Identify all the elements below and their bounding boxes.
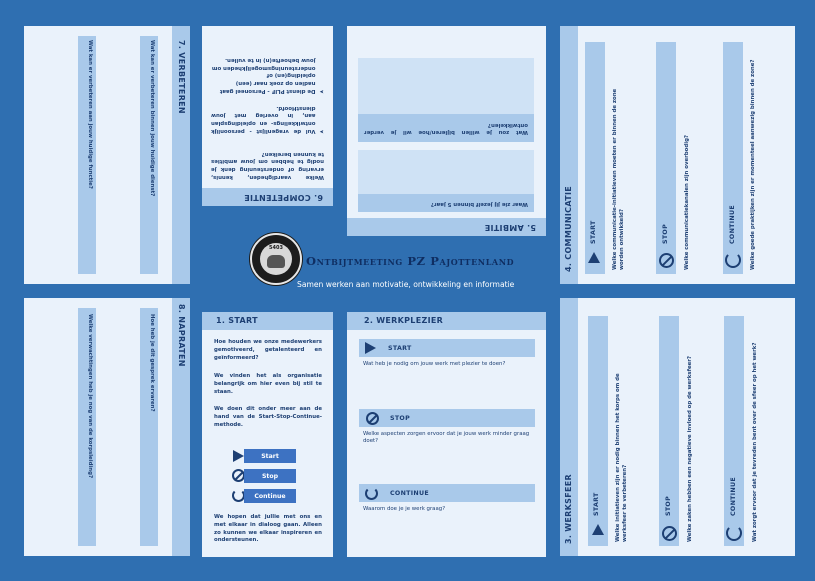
play-icon <box>365 342 376 354</box>
card-title: 8. NAPRATEN <box>177 304 186 367</box>
card-bullet <box>211 55 324 94</box>
card-werksfeer <box>560 298 795 556</box>
continue-section <box>359 484 535 550</box>
card-title: 6. COMPETENTIE <box>243 193 323 202</box>
question-text: Waarom doe je je werk graag? <box>363 506 446 512</box>
bullet-icon: ➤ <box>319 128 324 134</box>
card-title: 1. START <box>216 316 258 325</box>
question-text: Wat heb je nodig om jouw werk met plezier te doen? <box>363 361 506 367</box>
stop-header <box>359 409 535 427</box>
start-section <box>359 339 535 403</box>
question-band <box>358 114 534 142</box>
card-paragraph: We doen dit onder meer aan de hand van de Start-Stop-Continue-methode. <box>214 406 322 428</box>
stop-label: STOP <box>665 496 672 516</box>
continue-label: CONTINUE <box>390 489 429 497</box>
question-text: Welke communicatiekanalen zijn overbodig? <box>684 134 690 270</box>
stop-icon <box>662 526 677 541</box>
continue-button[interactable]: Continue <box>244 489 296 503</box>
question-text: Hoe heb je dit gesprek ervaren? <box>149 314 155 412</box>
card-title: 4. COMMUNICATIE <box>564 186 573 272</box>
card-verbeteren <box>24 26 190 284</box>
card-ambitie-content <box>347 26 546 236</box>
continue-label: CONTINUE <box>730 477 737 516</box>
question-text: Welke aspecten zorgen ervoor dat je jouw werk minder graag doet? <box>363 431 530 445</box>
continue-icon <box>726 525 742 541</box>
start-label: START <box>593 492 600 516</box>
play-icon <box>588 252 600 263</box>
page-title: Ontbijtmeeting PZ Pajottenland <box>306 254 515 268</box>
card-title: 7. VERBETEREN <box>177 40 186 114</box>
card-werkplezier <box>347 312 546 557</box>
card-title: 2. WERKPLEZIER <box>364 316 444 325</box>
card-title: 5. AMBITIE <box>484 223 536 232</box>
card-paragraph: Welke vaardigheden, kennis, ervaring of ondersteuning denk je nodig te hebben om jouw ambities te kunnen bereiken? <box>211 150 324 180</box>
question-text: Wat kan er verbeteren aan jouw huidige functie? <box>87 40 93 189</box>
stop-icon <box>659 253 674 268</box>
continue-icon <box>725 252 741 268</box>
card-paragraph: We vinden het als organisatie belangrijk om hier even bij stil te staan. <box>214 373 322 395</box>
card-paragraph: We hopen dat jullie met ons en met elkaar in dialoog gaan. Alleen zo kunnen we elkaar inspireren en ondersteunen. <box>214 514 322 544</box>
start-button[interactable]: Start <box>244 449 296 463</box>
continue-header <box>359 484 535 502</box>
card-communicatie <box>560 26 795 284</box>
card-competentie-content <box>202 26 333 206</box>
stop-label: STOP <box>662 224 669 244</box>
card-ambitie <box>347 26 546 236</box>
stop-section <box>359 409 535 479</box>
card-title: 3. WERKSFEER <box>564 474 573 544</box>
logo-code: 5403 <box>269 245 283 251</box>
continue-label: CONTINUE <box>729 205 736 244</box>
start-label: START <box>590 220 597 244</box>
question-text: Welke goede praktijken zijn er momenteel aanwezig binnen de zone? <box>750 59 756 270</box>
start-label: START <box>388 344 412 352</box>
stop-button[interactable]: Stop <box>244 469 296 483</box>
card-paragraph: Hoe houden we onze medewerkers gemotiveerd, getalenteerd en geïnformeerd? <box>214 339 322 361</box>
card-bullet <box>211 103 324 134</box>
question-text: Welke zaken hebben een negatieve invloed op de werksfeer? <box>687 355 693 542</box>
continue-icon <box>365 487 378 500</box>
question-text: Welke initiatieven zijn er nodig binnen het korps om de werksfeer te verbeteren? <box>615 373 629 542</box>
stop-label: STOP <box>390 414 410 422</box>
question-text: Waar zie jij jezelf binnen 5 jaar? <box>430 200 528 207</box>
page-subtitle: Samen werken aan motivatie, ontwikkeling en informatie <box>297 280 515 289</box>
stop-icon <box>366 412 379 425</box>
bullet-text: Vul de vragenlijst - persoonlijk ontwikkelings- en opleidingsplan aan, in overleg met jouw dienstHoofd. <box>211 104 316 134</box>
question-text: Wat zorgt ervoor dat je tevreden bent over de sfeer op het werk? <box>752 342 758 542</box>
card-napraten <box>24 298 190 556</box>
logo-figure <box>267 255 285 268</box>
question-band <box>358 194 534 212</box>
bullet-icon: ➤ <box>319 88 324 94</box>
bullet-text: De dienst PLIF - Personeel gaat nadien op zoek naar (een) opleiding(en) of ondersteuningsmogelijkheden om jouw behoefte(n) in te vullen. <box>211 56 316 94</box>
question-text: Wat zou je willen bijleren/hoe wil je verder ontwikkelen? <box>364 122 528 136</box>
card-start <box>202 312 333 557</box>
start-header <box>359 339 535 357</box>
play-icon <box>233 450 244 462</box>
answer-box <box>358 58 534 142</box>
question-text: Welke communicatie-initiatieven moeten er binnen de zone worden ontwikkeld? <box>612 88 626 270</box>
answer-box <box>358 150 534 212</box>
play-icon <box>592 524 604 535</box>
question-text: Welke verwachtingen heb je nog van de korpsleiding? <box>87 314 93 479</box>
question-text: Wat kan er verbeteren binnen jouw huidige dienst? <box>149 40 155 197</box>
card-competentie <box>202 26 333 206</box>
logo-badge <box>250 233 302 285</box>
